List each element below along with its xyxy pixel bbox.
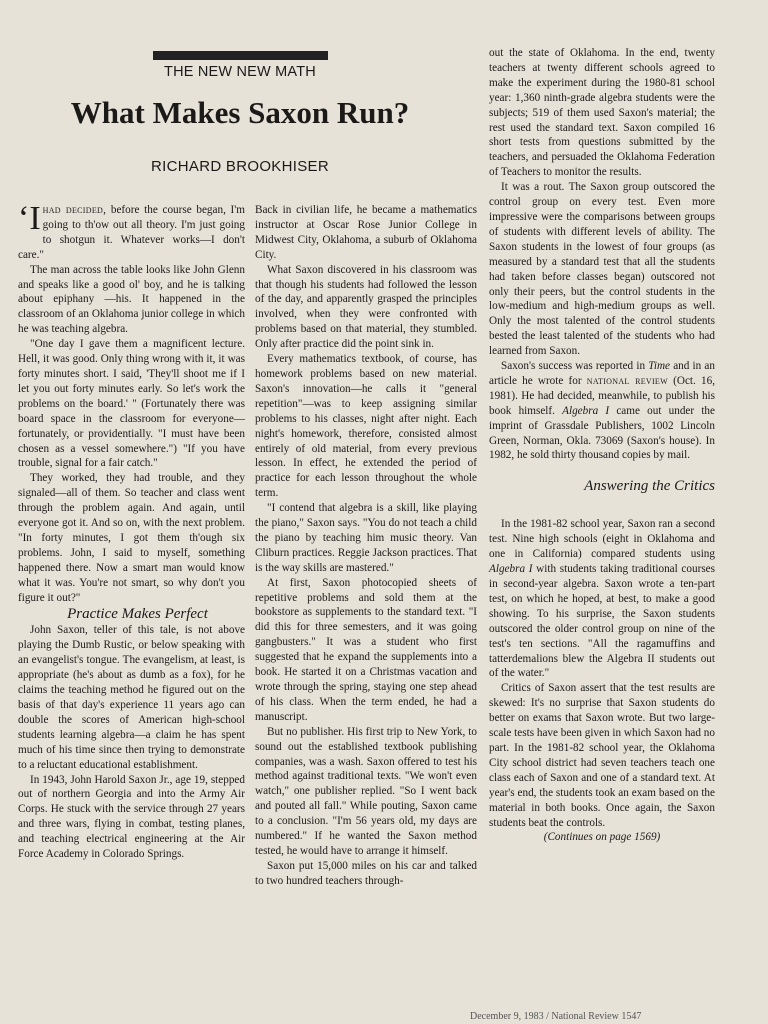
paragraph: What Saxon discovered in his classroom was that though his students had followed the lesson of the day, and apparently grasped the principles involved, when they were confronted with problems based on that material, they stumbled. Only after practice did the point sink in. xyxy=(255,263,477,351)
paragraph xyxy=(489,517,715,681)
book-title: Algebra I xyxy=(489,563,533,576)
paragraph-text: and in an article he wrote for xyxy=(489,360,715,387)
magazine-title: Time xyxy=(648,360,670,373)
paragraph: out the state of Oklahoma. In the end, twenty teachers at twenty different schools agreed to make the experiment during the 1980-81 school year: 1,360 ninth-grade algebra students were the subjects; 519 of them used Saxon's material; the rest used the standard text. Saxon compiled 16 short tests from questions submitted by the teachers, and persuaded the Oklahoma Federation of Teachers to monitor the results. xyxy=(489,47,715,179)
byline: RICHARD BROOKHISER xyxy=(151,158,329,175)
paragraph-text: with students taking traditional courses in second-year algebra. Saxon wrote a ten-part test, on which he hoped, at best, to make a good showing. To his surprise, the Saxon students outscored the older control group on nine of the test's ten sections. "All the ragamuffins and tatterdemalions blew the Algebra II students out of the water." xyxy=(489,563,715,680)
drop-cap: ‘I xyxy=(18,200,41,237)
lead-in: had decided, xyxy=(42,204,107,216)
paragraph: It was a rout. The Saxon group outscored the control group on every test. Even more impressive were the comparisons between groups of students with different levels of ability. The Saxon students in the lowest of four groups (as measured by a standard test that all the students had taken before classes began) outscored not only their peers, but the control students in the low-medium and high-medium groups as well. Only the most talented of the control students bested the least talented of the students who had learned from Saxon. xyxy=(489,181,715,358)
paragraph: "One day I gave them a magnificent lecture. Hell, it was good. Only thing wrong with it, it was forty minutes short. I said, 'They'll shoot me if I let you out forty minutes early. So let's work the problems on the board.' " (Fortunately there was board space in the classroom for everyone—fortunately, or providentially. "I must have been chosen as a vessel somewhere.") "If you have trouble, signal for a fair catch." xyxy=(18,338,245,470)
column-3 xyxy=(489,46,715,845)
paragraph: Critics of Saxon assert that the test results are skewed: It's no surprise that Saxon students do better on exams that Saxon wrote. But two large-scale tests have been given in which Saxon had no part. In the 1981-82 school year, the Oklahoma City school district had seven teachers teach one class each of Saxon and one of a standard text. At year's end, the students took an exam based on the material in both books. Once again, the Saxon students beat the controls. xyxy=(489,682,715,829)
paragraph-text: In the 1981-82 school year, Saxon ran a second test. Nine high schools (eight in Oklahoma and one in California) compared students using xyxy=(489,518,715,561)
section-kicker: THE NEW NEW MATH xyxy=(164,64,316,80)
paragraph: "I contend that algebra is a skill, like playing the piano," Saxon says. "You do not teach a child the piano by teaching him music theory. Van Cliburn practices. Reggie Jackson practices. That is the way skills are mastered." xyxy=(255,502,477,574)
paragraph-text: before the course began, I'm going to th'ow out all theory. I'm just going to shotgun it. Whatever works—I don't care." xyxy=(18,204,245,261)
column-1 xyxy=(18,200,245,862)
paragraph: Back in civilian life, he became a mathematics instructor at Oscar Rose Junior College in Midwest City, Oklahoma, a suburb of Oklahoma City. xyxy=(255,204,477,261)
paragraph: At first, Saxon photocopied sheets of repetitive problems and sold them at the bookstore as supplements to the standard text. "I did this for three semesters, and it was going gangbusters." It was a student who first suggested that he expand the supplements into a book. He started it on a Christmas vacation and wrote through the spring, staying one step ahead of his class. When the term ended, he had a manuscript. xyxy=(255,576,477,723)
subheading: Answering the Critics xyxy=(584,478,715,495)
paragraph: John Saxon, teller of this tale, is not above playing the Dumb Rustic, or below speaking with an evangelist's tongue. The evangelism, at least, is appropriate (he's about as dumb as a fox), for he claims the teaching method he figured out on the basis of that day's experience 11 years ago can double the scores of American high-school students learning algebra—a claim he has spent much of his time since then trying to demonstrate to a reluctant educational establishment. xyxy=(18,624,245,771)
paragraph: Saxon put 15,000 miles on his car and talked to two hundred teachers through- xyxy=(255,859,477,887)
paragraph xyxy=(489,359,715,463)
continuation-note: (Continues on page 1569) xyxy=(543,831,661,844)
paragraph xyxy=(18,200,245,263)
paragraph: Every mathematics textbook, of course, has homework problems based on new material. Saxon's innovation—he calls it "general repetition"—was to keep assigning similar problems to his classes, night after night. Each night's homework, therefore, consisted almost entirely of old material, from every previous lesson. In effect, he extended the period of practice for each lesson throughout the whole term. xyxy=(255,353,477,500)
magazine-title: national review xyxy=(586,374,668,387)
paragraph: The man across the table looks like John Glenn and speaks like a good ol' boy, and he is talking about epiphany —his. It happened in the classroom of an Oklahoma junior college in which he was teaching algebra. xyxy=(18,263,245,336)
article-title: What Makes Saxon Run? xyxy=(70,95,410,130)
paragraph: They worked, they had trouble, and they signaled—all of them. So teacher and class went through the problem again. And again, until everyone got it. And so on, with the next problem. "In forty minutes, I got them th'ough six problems. John, I said to myself, something happened there. Now a smart man would know what it was. You're not smart, so why don't you figure it out?" xyxy=(18,472,245,604)
paragraph-text: (Oct. 16, 1981). He had decided, meanwhile, to publish his book himself. xyxy=(489,374,715,417)
page-footer: December 9, 1983 / National Review 1547 xyxy=(470,1011,642,1022)
paragraph: But no publisher. His first trip to New York, to sound out the established textbook publishing companies, was a wash. Saxon offered to test his method against traditional texts. "We won't even watch," one publisher replied. "So I went back and pouted all fall." While pouting, Saxon came to a conclusion. "I'm 56 years old, my days are numbered." If he wanted the Saxon method tested, he would have to arrange it himself. xyxy=(255,725,477,857)
paragraph-text: Saxon's success was reported in xyxy=(501,360,649,373)
paragraph-text: came out under the imprint of Grassdale Publishers, 1002 Lincoln Green, Norman, Okla. 73069 (Saxon's house). In 1982, he sold thirty thousand copies by mail. xyxy=(489,404,715,462)
paragraph: In 1943, John Harold Saxon Jr., age 19, stepped out of northern Georgia and into the Army Air Corps. He stuck with the service through 27 years and three wars, flying in combat, testing planes, and teaching electrical engineering at the Air Force Academy in Colorado Springs. xyxy=(18,773,245,861)
book-title: Algebra I xyxy=(562,404,610,417)
subheading: Practice Makes Perfect xyxy=(67,606,208,623)
header-rule xyxy=(153,51,328,60)
column-2 xyxy=(255,203,477,889)
